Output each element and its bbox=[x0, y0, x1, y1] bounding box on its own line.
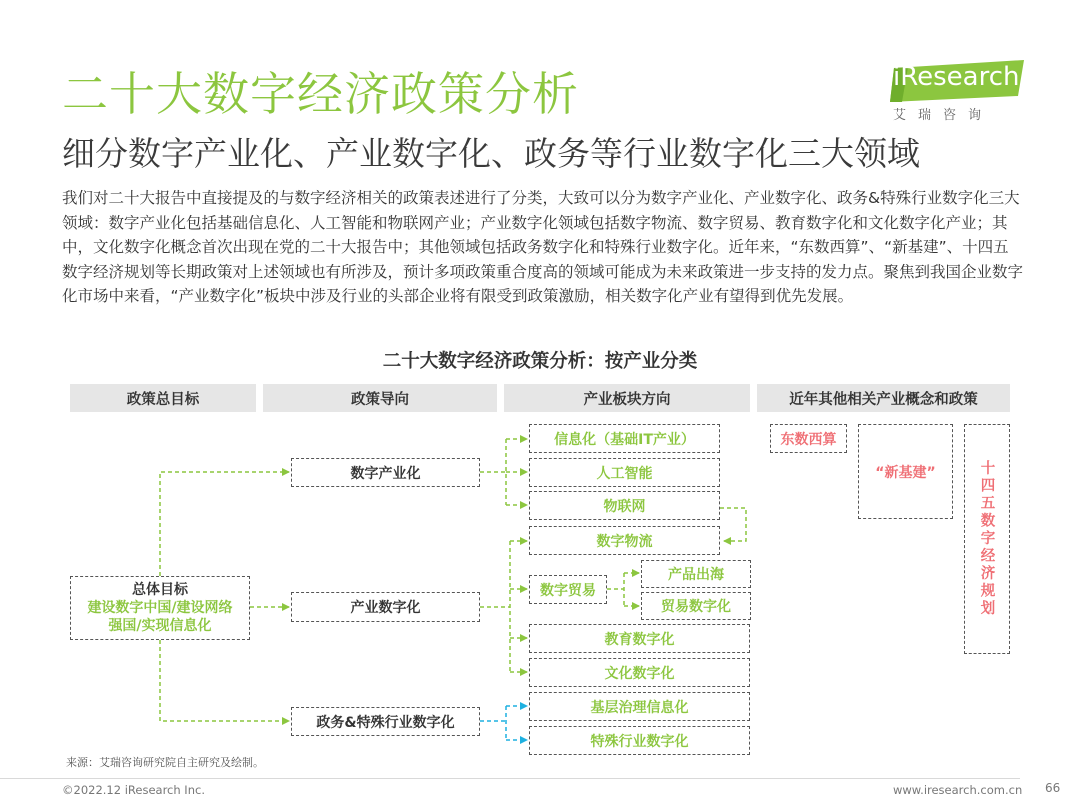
sector-trade-digitalization: 贸易数字化 bbox=[641, 592, 751, 620]
header-sector: 产业板块方向 bbox=[504, 384, 750, 412]
footer-divider bbox=[0, 778, 1020, 779]
sector-digital-logistics: 数字物流 bbox=[529, 526, 720, 555]
orientation-industrial-digitalization: 产业数字化 bbox=[291, 592, 480, 622]
diagram-title: 二十大数字经济政策分析：按产业分类 bbox=[382, 351, 698, 372]
sector-product-export: 产品出海 bbox=[641, 560, 751, 588]
page-title: 二十大数字经济政策分析 bbox=[62, 67, 579, 121]
header-other-policies: 近年其他相关产业概念和政策 bbox=[757, 384, 1010, 412]
source-note: 来源：艾瑞咨询研究院自主研究及绘制。 bbox=[66, 756, 264, 769]
intro-paragraph: 我们对二十大报告中直接提及的与数字经济相关的政策表述进行了分类，大致可以分为数字产业化、产业数字化、政务&特殊行业数字化三大领域：数字产业化包括基础信息化、人工智能和物联网产业；产业数字化领域包括数字物流、数字贸易、教育数字化和文化数字化产业；其中，文化数字化概念首次出现在党的二十大报告中；其他领域包括政务数字化和特殊行业数字化。近年来，“东数西算”、“新基建”、十四五数字经济规划等长期政策对上述领域也有所涉及，预计多项政策重合度高的领域可能成为未来政策进一步支持的发力点。聚焦到我国企业数字化市场中来看，“产业数字化”板块中涉及行业的头部企业将有限受到政策激励，相关数字化产业有望得到优先发展。 bbox=[62, 189, 1024, 305]
copyright: ©2022.12 iResearch Inc. bbox=[62, 783, 205, 797]
page-number: 66 bbox=[1045, 781, 1061, 795]
sector-ai: 人工智能 bbox=[529, 458, 720, 487]
policy-east-data-west-computing: 东数西算 bbox=[770, 424, 847, 453]
overall-goal-text-1: 建设数字中国/建设网络 bbox=[87, 600, 233, 616]
sector-grassroots-governance: 基层治理信息化 bbox=[529, 692, 750, 721]
website-url: www.iresearch.com.cn bbox=[893, 783, 1023, 797]
overall-goal-box bbox=[70, 576, 250, 640]
sector-informatization: 信息化（基础IT产业） bbox=[529, 424, 720, 453]
header-orientation: 政策导向 bbox=[263, 384, 497, 412]
overall-goal-text-2: 强国/实现信息化 bbox=[108, 618, 212, 634]
logo-wordmark: iResearch bbox=[893, 62, 1020, 92]
sector-digital-trade: 数字贸易 bbox=[529, 575, 607, 604]
overall-goal-label: 总体目标 bbox=[132, 582, 188, 598]
header-goal: 政策总目标 bbox=[70, 384, 256, 412]
sector-iot: 物联网 bbox=[529, 491, 720, 520]
policy-new-infrastructure: “新基建” bbox=[858, 424, 953, 519]
logo-cn-name: 艾瑞咨询 bbox=[893, 108, 994, 123]
sector-education-digitalization: 教育数字化 bbox=[529, 624, 750, 653]
orientation-government-special: 政务&特殊行业数字化 bbox=[291, 707, 480, 736]
policy-14th-five-year-plan: 十四五数字经济规划 bbox=[964, 424, 1010, 654]
sector-special-industry: 特殊行业数字化 bbox=[529, 726, 750, 755]
sector-culture-digitalization: 文化数字化 bbox=[529, 658, 750, 687]
page-subtitle: 细分数字产业化、产业数字化、政务等行业数字化三大领域 bbox=[62, 134, 920, 173]
orientation-digital-industrialization: 数字产业化 bbox=[291, 458, 480, 487]
